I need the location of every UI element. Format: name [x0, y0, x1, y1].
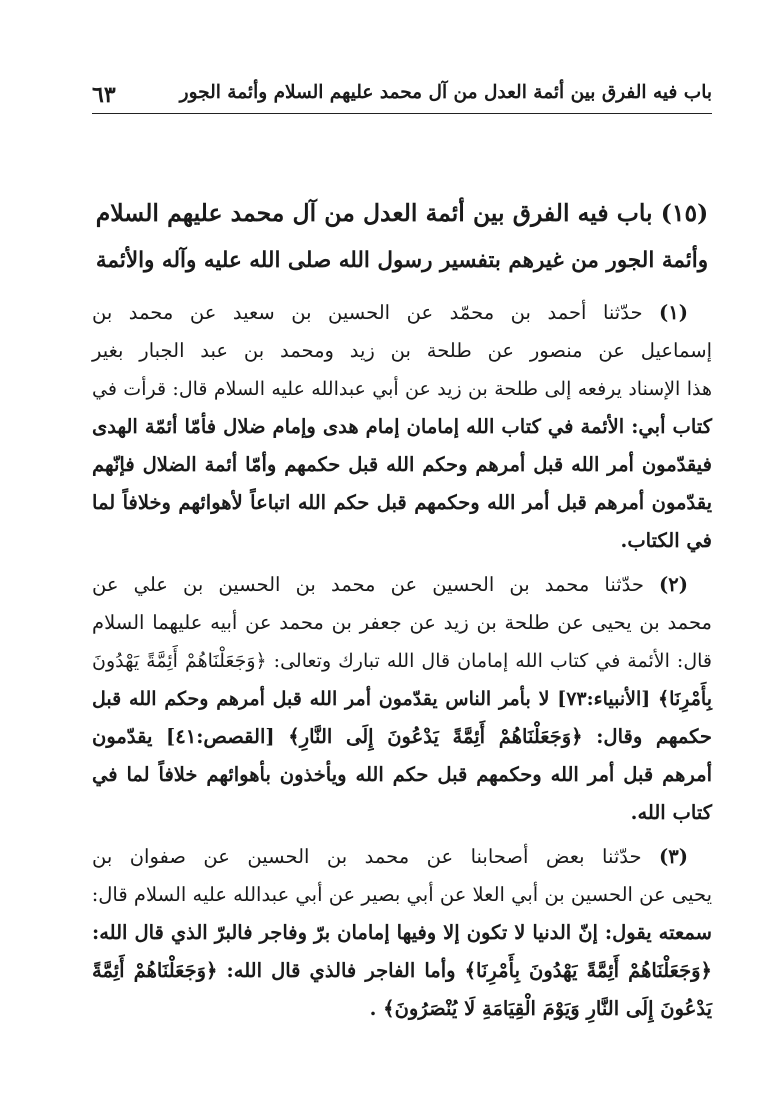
chapter-heading-line-2: وأئمة الجور من غيرهم بتفسير رسول الله صلى الله عليه وآله والأئمة [95, 248, 709, 273]
paragraph-line: محمد بن يحيى عن طلحة بن زيد عن جعفر بن محمد عن أبيه عليهما السلام [92, 611, 712, 634]
paragraph-line: بِأَمْرِنَا﴾ [الأنبياء:٧٣] لا بأمر الناس يقدّمون أمر الله قبل أمرهم وحكم الله قبل [92, 688, 712, 710]
paragraph-line: يحيى عن الحسين بن أبي العلا عن أبي بصير عن أبي عبدالله عليه السلام قال: [91, 883, 712, 906]
chapter-heading-line-1: (١٥) باب فيه الفرق بين أئمة العدل من آل محمد عليهم السلام [95, 199, 709, 227]
chapter-heading [92, 190, 712, 284]
paragraph-line: فيقدّمون أمر الله قبل أمرهم وحكم الله قبل حكمهم وأمّا أئمة الضلال فإنّهم [92, 453, 712, 476]
paragraph-line: حكمهم وقال: ﴿وَجَعَلْنَاهُمْ أَئِمَّةً يَدْعُونَ إِلَى النَّارِ﴾ [القصص:٤١] يقدّمون [92, 725, 712, 748]
paragraph-line: كتاب الله. [630, 801, 712, 824]
paragraph-line: سمعته يقول: إنّ الدنيا لا تكون إلا وفيها إمامان برّ وفاجر فالبرّ الذي قال الله: [92, 921, 712, 944]
hadith-number: (١) [659, 301, 688, 324]
paragraph-line: كتاب أبي: الأئمة في كتاب الله إمامان إمام هدى وإمام ضلال فأمّا أئمّة الهدى [92, 415, 712, 438]
paragraph-line: ﴿وَجَعَلْنَاهُمْ أَئِمَّةً يَهْدُونَ بِأَمْرِنَا﴾ وأما الفاجر فالذي قال الله: ﴿وَجَعَلْنَاهُمْ أَئِمَّةً [92, 959, 712, 982]
paragraph-line: إسماعيل عن منصور عن طلحة بن زيد ومحمد بن عبد الجبار بغير [92, 339, 712, 362]
hadith-paragraph-2 [92, 566, 712, 832]
running-head-title: باب فيه الفرق بين أئمة العدل من آل محمد عليهم السلام وأئمة الجور [179, 82, 712, 103]
paragraph-line: في الكتاب. [620, 529, 712, 552]
paragraph-line [92, 566, 712, 604]
hadith-number: (٢) [659, 573, 688, 596]
paragraph-line: أمرهم قبل أمر الله وحكمهم قبل حكم الله ويأخذون بأهوائهم خلافاً لما في [92, 763, 712, 786]
hadith-paragraph-1 [92, 294, 712, 560]
line-text: حدّثنا بعض أصحابنا عن محمد بن الحسين عن صفوان بن [92, 845, 642, 868]
page-number: ٦٣ [92, 82, 116, 108]
paragraph-line: يَدْعُونَ إِلَى النَّارِ وَيَوْمَ الْقِيَامَةِ لَا يُنْصَرُونَ﴾ . [369, 997, 712, 1020]
header-rule [92, 113, 712, 114]
paragraph-line [92, 294, 712, 332]
line-text: حدّثنا محمد بن الحسين عن محمد بن الحسين بن علي عن [92, 573, 644, 596]
running-head [92, 80, 712, 114]
line-text: حدّثنا أحمد بن محمّد عن الحسين بن سعيد عن محمد بن [92, 301, 643, 324]
hadith-paragraph-3 [92, 838, 712, 1028]
page-body [92, 294, 712, 1034]
paragraph-line: هذا الإسناد يرفعه إلى طلحة بن زيد عن أبي عبدالله عليه السلام قال: قرأت في [92, 378, 712, 400]
paragraph-line: يقدّمون أمرهم قبل أمر الله وحكمهم قبل حكم الله اتباعاً لأهوائهم وخلافاً لما [92, 491, 712, 514]
paragraph-line: قال: الأئمة في كتاب الله إمامان قال الله تبارك وتعالى: ﴿وَجَعَلْنَاهُمْ أَئِمَّةً يَهْدُونَ [92, 650, 712, 672]
paragraph-line [92, 838, 712, 876]
hadith-number: (٣) [659, 845, 688, 868]
